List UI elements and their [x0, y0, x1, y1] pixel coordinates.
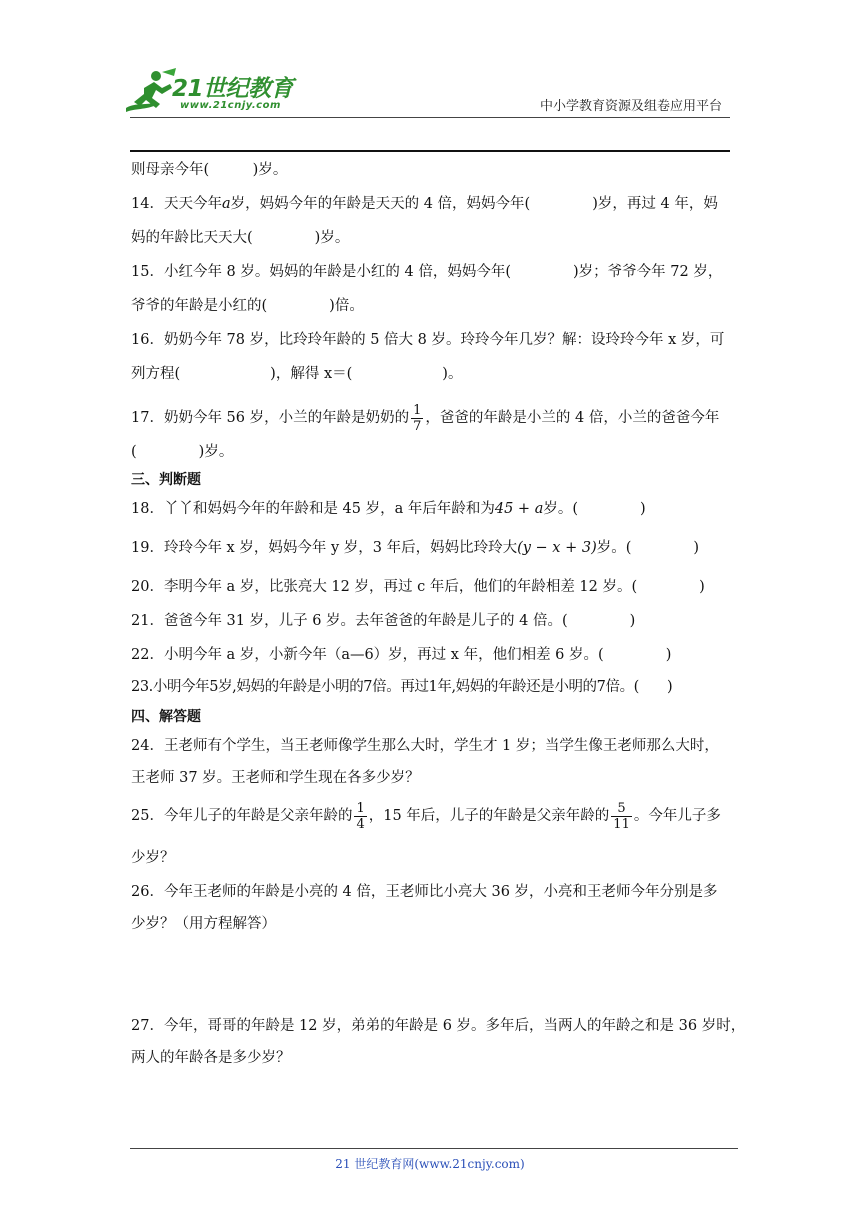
content-top-rule [130, 150, 730, 152]
q20-text-b: ) [699, 579, 705, 595]
section-heading-judgment: 三、判断题 [131, 472, 201, 488]
section-heading-answer: 四、解答题 [131, 709, 201, 725]
question-25-line1 [131, 796, 721, 836]
q19-expression: (y − x + 3) [517, 540, 597, 556]
fraction-five-elevenths: $\frac{5}{11}$ [613, 800, 630, 832]
question-20 [131, 577, 705, 597]
q19-text-b: 岁。( [596, 540, 632, 556]
question-19 [131, 538, 699, 558]
question-14-line1 [131, 194, 718, 214]
q25-text-a: 25．今年儿子的年龄是父亲年龄的 [131, 808, 353, 824]
q18-text-a: 18．丫丫和妈妈今年的年龄和是 45 岁，a 年后年龄和为 [131, 501, 495, 517]
q14-text-e: )岁。 [314, 230, 350, 246]
q25-text-b: ，15 年后，儿子的年龄是父亲年龄的 [368, 808, 610, 824]
q23-text-a: 23.小明今年5岁,妈妈的年龄是小明的7倍。再过1年,妈妈的年龄还是小明的7倍。( [131, 679, 639, 695]
q22-text-a: 22．小明今年 a 岁，小新今年（a—6）岁，再过 x 年，他们相差 6 岁。( [131, 647, 604, 663]
question-17-line2 [131, 442, 233, 462]
q22-text-b: ) [665, 647, 672, 663]
q16-text-d: )。 [442, 366, 463, 382]
question-22 [131, 645, 671, 665]
q15-text-d: )倍。 [329, 298, 364, 314]
q17-text-b: ，爸爸的年龄是小兰的 4 倍，小兰的爸爸今年 [425, 410, 720, 426]
site-logo [122, 66, 297, 120]
fraction-one-seventh: $\frac{1}{7}$ [413, 402, 422, 434]
question-24-line2: 王老师 37 岁。王老师和学生现在各多少岁？ [131, 770, 420, 786]
question-23 [131, 677, 672, 697]
q17-text-c: ( [131, 444, 137, 460]
question-26-line2: 少岁？（用方程解答） [131, 916, 276, 932]
question-13-tail: 则母亲今年( )岁。 [131, 162, 288, 178]
q19-text-c: ) [693, 540, 700, 556]
q14-text-c: )岁，再过 4 年，妈 [592, 196, 718, 212]
q14-text-d: 妈的年龄比天天大( [131, 230, 253, 246]
q25-text-c: 。今年儿子多 [633, 808, 721, 824]
footer-divider [130, 1148, 738, 1149]
q14-text-b: 岁，妈妈今年的年龄是天天的 4 倍，妈妈今年( [230, 196, 531, 212]
q21-text-b: ) [629, 613, 636, 629]
footer-site-link[interactable]: 21 世纪教育网(www.21cnjy.com) [335, 1157, 525, 1171]
question-21 [131, 611, 635, 631]
question-17-line1 [131, 398, 719, 438]
q19-text-a: 19．玲玲今年 x 岁，妈妈今年 y 岁，3 年后，妈妈比玲玲大 [131, 540, 518, 556]
q15-text-b: )岁；爷爷今年 72 岁， [573, 264, 723, 280]
q14-text-a: 14．天天今年 [131, 196, 222, 212]
question-15-line2 [131, 296, 364, 316]
header-divider [130, 117, 730, 118]
q23-text-b: ) [666, 679, 673, 695]
q18-text-c: ) [640, 501, 646, 517]
question-27-line2: 两人的年龄各是多少岁？ [131, 1050, 291, 1066]
q17-text-a: 17．奶奶今年 56 岁，小兰的年龄是奶奶的 [131, 410, 410, 426]
question-18 [131, 499, 646, 519]
q18-text-b: 岁。( [543, 501, 579, 517]
question-26-line1: 26．今年王老师的年龄是小亮的 4 倍，王老师比小亮大 36 岁，小亮和王老师今年分别是多 [131, 884, 718, 900]
q18-expression: 45 + a [494, 501, 544, 517]
question-25-line2: 少岁？ [131, 850, 175, 866]
question-16-line2 [131, 364, 462, 384]
q14-variable: a [221, 196, 231, 212]
q16-text-b: 列方程( [131, 366, 181, 382]
q15-text-a: 15．小红今年 8 岁。妈妈的年龄是小红的 4 倍，妈妈今年( [131, 264, 511, 280]
question-24-line1: 24．王老师有个学生，当王老师像学生那么大时，学生才 1 岁；当学生像王老师那么大时， [131, 738, 719, 754]
q16-text-c: )，解得 x＝( [270, 366, 353, 382]
logo-url: www.21cnjy.com [180, 100, 281, 111]
question-14-line2 [131, 228, 349, 248]
q17-text-d: )岁。 [198, 444, 234, 460]
q21-text-a: 21．爸爸今年 31 岁，儿子 6 岁。去年爸爸的年龄是儿子的 4 倍。( [131, 613, 568, 629]
question-16-line1: 16．奶奶今年 78 岁，比玲玲年龄的 5 倍大 8 岁。玲玲今年几岁？解：设玲玲今年 x 岁，可 [131, 332, 725, 348]
platform-slogan: 中小学教育资源及组卷应用平台 [539, 99, 722, 114]
q15-text-c: 爷爷的年龄是小红的( [131, 298, 268, 314]
question-27-line1: 27．今年，哥哥的年龄是 12 岁，弟弟的年龄是 6 岁。多年后，当两人的年龄之和是 36 岁时， [131, 1018, 746, 1034]
logo-text: 21世纪教育 [172, 76, 294, 102]
q20-text-a: 20．李明今年 a 岁，比张亮大 12 岁，再过 c 年后，他们的年龄相差 12 岁。( [131, 579, 638, 595]
question-15-line1 [131, 262, 722, 282]
fraction-one-quarter: $\frac{1}{4}$ [356, 800, 365, 832]
